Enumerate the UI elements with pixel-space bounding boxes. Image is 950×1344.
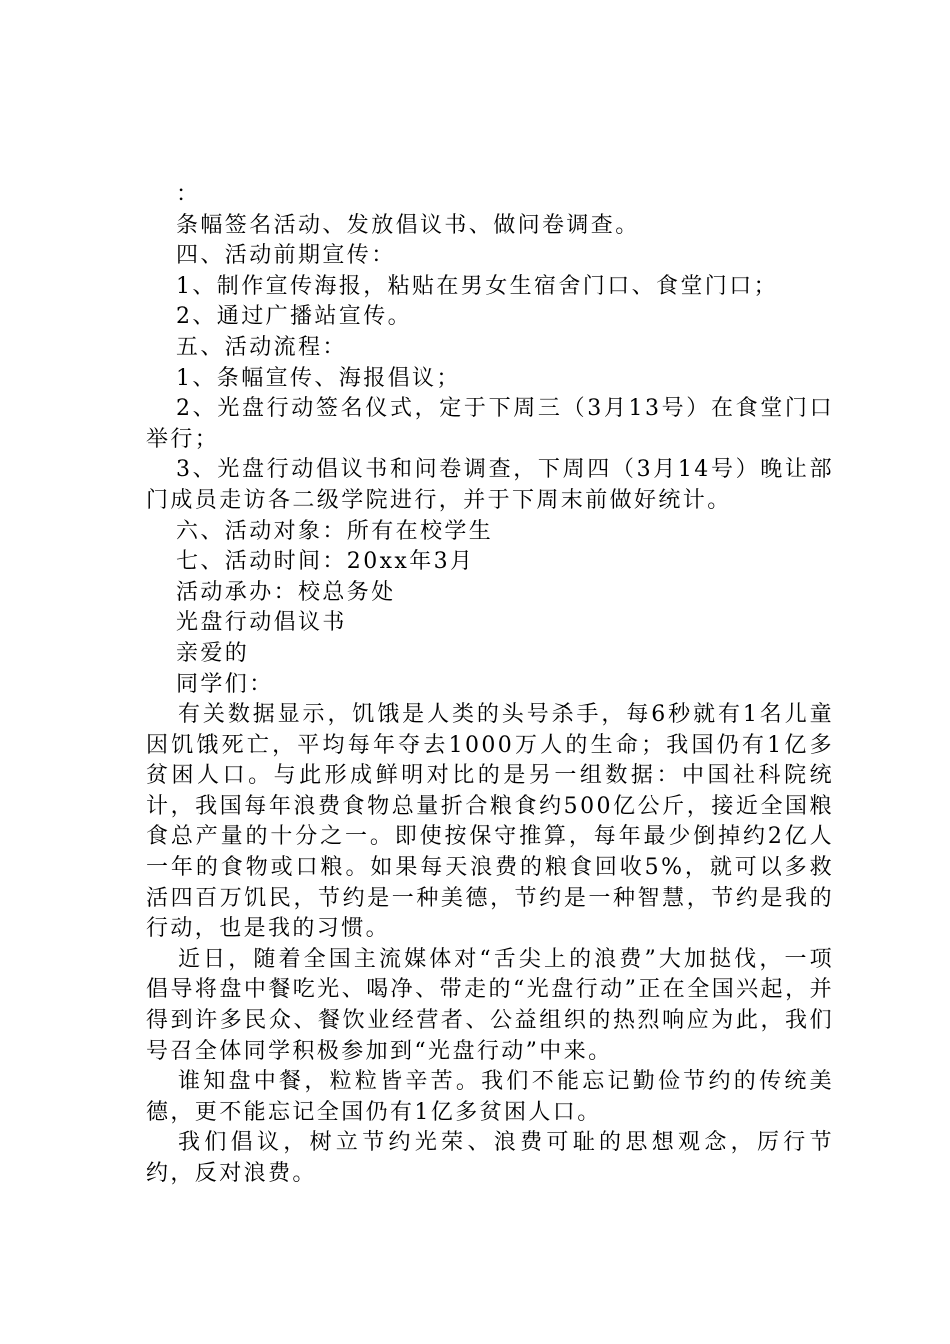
salutation-line-1: 亲爱的 bbox=[176, 640, 250, 666]
body-paragraph-poem: 谁知盘中餐，粒粒皆辛苦。我们不能忘记勤俭节约的传统美德，更不能忘记全国仍有1亿多贫困人口。 bbox=[146, 1069, 834, 1125]
salutation-line-2: 同学们： bbox=[176, 671, 274, 697]
organizer-line: 活动承办：校总务处 bbox=[176, 579, 396, 605]
process-item-2: 2、光盘行动签名仪式，定于下周三（3月13号）在食堂门口举行； bbox=[146, 396, 834, 452]
process-item-3: 3、光盘行动倡议书和问卷调查，下周四（3月14号）晚让部门成员走访各二级学院进行，并于下周末前做好统计。 bbox=[146, 457, 834, 513]
activity-forms: 条幅签名活动、发放倡议书、做问卷调查。 bbox=[176, 212, 640, 238]
publicity-item-2: 2、通过广播站宣传。 bbox=[176, 304, 412, 330]
colon-line: ： bbox=[176, 182, 201, 207]
section-heading-publicity: 四、活动前期宣传： bbox=[176, 243, 396, 269]
process-item-1: 1、条幅宣传、海报倡议； bbox=[176, 365, 461, 391]
publicity-item-1: 1、制作宣传海报，粘贴在男女生宿舍门口、食堂门口； bbox=[176, 273, 778, 299]
body-paragraph-recent: 近日，随着全国主流媒体对“舌尖上的浪费”大加挞伐，一项倡导将盘中餐吃光、喝净、带走的“光盘行动”正在全国兴起，并得到许多民众、餐饮业经营者、公益组织的热烈响应为此，我们号召全体同学积极参加到“光盘行动”中来。 bbox=[146, 946, 834, 1064]
body-paragraph-proposal: 我们倡议，树立节约光荣、浪费可耻的思想观念，厉行节约，反对浪费。 bbox=[146, 1130, 834, 1186]
document-body bbox=[146, 180, 834, 1190]
section-heading-time: 七、活动时间：20xx年3月 bbox=[176, 549, 475, 575]
body-paragraph-data: 有关数据显示，饥饿是人类的头号杀手，每6秒就有1名儿童因饥饿死亡，平均每年夺去1000万人的生命；我国仍有1亿多贫困人口。与此形成鲜明对比的是另一组数据：中国社科院统计，我国每年浪费食物总量折合粮食约500亿公斤，接近全国粮食总产量的十分之一。即使按保守推算，每年最少倒掉约2亿人一年的食物或口粮。如果每天浪费的粮食回收5%，就可以多救活四百万饥民，节约是一种美德，节约是一种智慧，节约是我的行动，也是我的习惯。 bbox=[146, 702, 834, 942]
proposal-title: 光盘行动倡议书 bbox=[176, 610, 347, 636]
section-heading-process: 五、活动流程： bbox=[176, 334, 347, 360]
section-heading-audience: 六、活动对象：所有在校学生 bbox=[176, 518, 494, 544]
